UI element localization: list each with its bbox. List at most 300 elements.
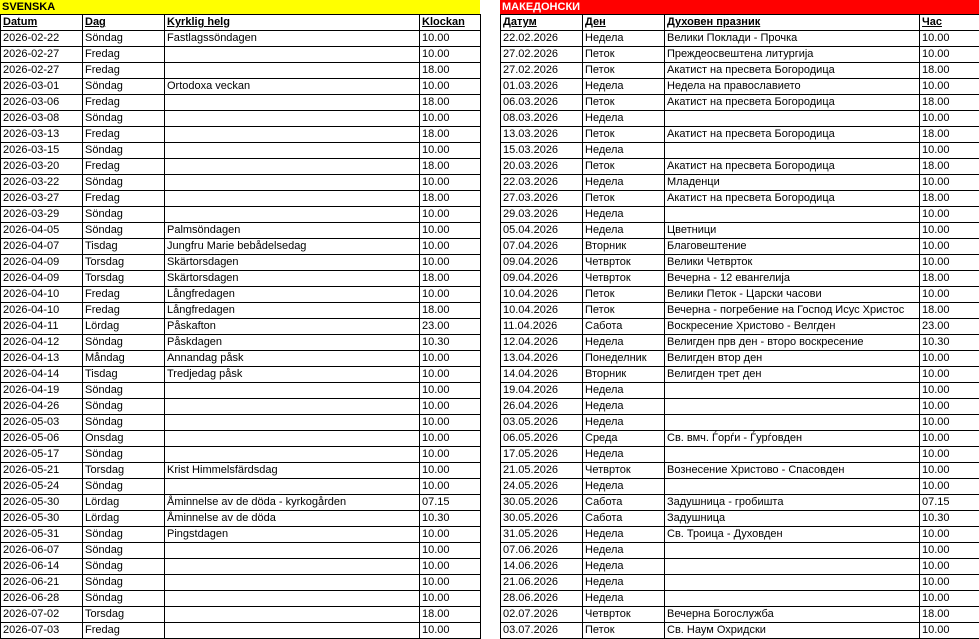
day-cell[interactable]: Fredag [83,287,165,303]
day-cell[interactable]: Недела [583,335,665,351]
date-cell[interactable]: 2026-04-13 [1,351,83,367]
time-cell[interactable]: 18.00 [920,191,979,207]
date-cell[interactable]: 2026-05-06 [1,431,83,447]
holiday-cell[interactable]: Påskafton [165,319,420,335]
holiday-cell[interactable]: Акатист на пресвета Богородица [665,127,920,143]
holiday-cell[interactable]: Ortodoxa veckan [165,79,420,95]
time-cell[interactable]: 10.00 [420,239,481,255]
date-cell[interactable]: 2026-04-10 [1,287,83,303]
time-cell[interactable]: 18.00 [920,303,979,319]
holiday-cell[interactable]: Tredjedag påsk [165,367,420,383]
date-cell[interactable]: 21.05.2026 [501,463,583,479]
holiday-cell[interactable] [165,607,420,623]
date-cell[interactable]: 2026-05-17 [1,447,83,463]
holiday-cell[interactable] [665,415,920,431]
date-cell[interactable]: 2026-03-06 [1,95,83,111]
date-cell[interactable]: 27.02.2026 [501,63,583,79]
time-cell[interactable]: 10.00 [420,223,481,239]
holiday-cell[interactable] [165,591,420,607]
time-cell[interactable]: 10.00 [420,111,481,127]
date-cell[interactable]: 2026-04-14 [1,367,83,383]
time-cell[interactable]: 10.00 [420,47,481,63]
holiday-cell[interactable] [665,479,920,495]
day-cell[interactable]: Сабота [583,319,665,335]
holiday-cell[interactable] [165,191,420,207]
time-cell[interactable]: 18.00 [920,127,979,143]
time-cell[interactable]: 10.00 [920,527,979,543]
day-cell[interactable]: Недела [583,479,665,495]
day-cell[interactable]: Недела [583,447,665,463]
holiday-cell[interactable]: Krist Himmelsfärdsdag [165,463,420,479]
holiday-cell[interactable]: Велики Петок - Царски часови [665,287,920,303]
holiday-cell[interactable] [165,559,420,575]
date-cell[interactable]: 17.05.2026 [501,447,583,463]
time-cell[interactable]: 10.00 [920,31,979,47]
date-cell[interactable]: 19.04.2026 [501,383,583,399]
day-cell[interactable]: Петок [583,95,665,111]
holiday-cell[interactable]: Акатист на пресвета Богородица [665,159,920,175]
holiday-cell[interactable]: Благовештение [665,239,920,255]
day-cell[interactable]: Lördag [83,495,165,511]
time-cell[interactable]: 10.00 [920,111,979,127]
time-cell[interactable]: 10.00 [920,415,979,431]
date-cell[interactable]: 2026-03-27 [1,191,83,207]
holiday-cell[interactable]: Fastlagssöndagen [165,31,420,47]
holiday-cell[interactable]: Вечерна - 12 евангелија [665,271,920,287]
holiday-cell[interactable] [165,47,420,63]
holiday-cell[interactable] [165,575,420,591]
time-cell[interactable]: 10.00 [420,543,481,559]
date-cell[interactable]: 2026-04-26 [1,399,83,415]
day-cell[interactable]: Недела [583,399,665,415]
day-cell[interactable]: Lördag [83,319,165,335]
column-header-klockan[interactable]: Klockan [420,15,481,31]
time-cell[interactable]: 10.00 [420,559,481,575]
time-cell[interactable]: 10.00 [920,239,979,255]
holiday-cell[interactable]: Велигден прв ден - второ воскресение [665,335,920,351]
holiday-cell[interactable] [665,559,920,575]
holiday-cell[interactable] [165,175,420,191]
holiday-cell[interactable] [165,95,420,111]
date-cell[interactable]: 2026-06-14 [1,559,83,575]
date-cell[interactable]: 28.06.2026 [501,591,583,607]
time-cell[interactable]: 07.15 [420,495,481,511]
time-cell[interactable]: 10.00 [920,591,979,607]
date-cell[interactable]: 06.03.2026 [501,95,583,111]
time-cell[interactable]: 10.00 [920,431,979,447]
day-cell[interactable]: Петок [583,191,665,207]
date-cell[interactable]: 2026-05-24 [1,479,83,495]
date-cell[interactable]: 09.04.2026 [501,255,583,271]
time-cell[interactable]: 10.00 [920,559,979,575]
time-cell[interactable]: 10.00 [420,591,481,607]
date-cell[interactable]: 2026-06-28 [1,591,83,607]
day-cell[interactable]: Среда [583,431,665,447]
day-cell[interactable]: Сабота [583,511,665,527]
time-cell[interactable]: 18.00 [420,159,481,175]
holiday-cell[interactable]: Акатист на пресвета Богородица [665,191,920,207]
day-cell[interactable]: Четврток [583,271,665,287]
holiday-cell[interactable] [665,399,920,415]
time-cell[interactable]: 10.00 [920,175,979,191]
date-cell[interactable]: 2026-06-21 [1,575,83,591]
holiday-cell[interactable]: Преждеосвештена литургија [665,47,920,63]
date-cell[interactable]: 15.03.2026 [501,143,583,159]
date-cell[interactable]: 13.04.2026 [501,351,583,367]
day-cell[interactable]: Lördag [83,511,165,527]
day-cell[interactable]: Söndag [83,415,165,431]
time-cell[interactable]: 10.00 [920,447,979,463]
holiday-cell[interactable] [165,127,420,143]
holiday-cell[interactable]: Воскресение Христово - Велгден [665,319,920,335]
date-cell[interactable]: 21.06.2026 [501,575,583,591]
holiday-cell[interactable]: Långfredagen [165,303,420,319]
holiday-cell[interactable]: Цветници [665,223,920,239]
date-cell[interactable]: 30.05.2026 [501,495,583,511]
date-cell[interactable]: 2026-04-05 [1,223,83,239]
time-cell[interactable]: 18.00 [420,63,481,79]
date-cell[interactable]: 2026-04-09 [1,271,83,287]
holiday-cell[interactable] [165,399,420,415]
holiday-cell[interactable]: Велики Четврток [665,255,920,271]
date-cell[interactable]: 2026-03-29 [1,207,83,223]
date-cell[interactable]: 14.04.2026 [501,367,583,383]
time-cell[interactable]: 10.00 [420,399,481,415]
day-cell[interactable]: Söndag [83,31,165,47]
holiday-cell[interactable] [665,207,920,223]
time-cell[interactable]: 10.00 [920,207,979,223]
date-cell[interactable]: 2026-03-13 [1,127,83,143]
time-cell[interactable]: 10.00 [920,543,979,559]
date-cell[interactable]: 13.03.2026 [501,127,583,143]
holiday-cell[interactable]: Св. вмч. Ѓорѓи - Ѓурѓовден [665,431,920,447]
time-cell[interactable]: 10.00 [920,143,979,159]
holiday-cell[interactable] [165,415,420,431]
time-cell[interactable]: 10.00 [420,463,481,479]
day-cell[interactable]: Петок [583,47,665,63]
time-cell[interactable]: 10.00 [420,79,481,95]
day-cell[interactable]: Сабота [583,495,665,511]
day-cell[interactable]: Недела [583,31,665,47]
time-cell[interactable]: 18.00 [420,95,481,111]
time-cell[interactable]: 10.30 [420,511,481,527]
time-cell[interactable]: 10.00 [420,207,481,223]
holiday-cell[interactable] [165,623,420,639]
time-cell[interactable]: 18.00 [420,127,481,143]
day-cell[interactable]: Fredag [83,127,165,143]
date-cell[interactable]: 2026-04-19 [1,383,83,399]
day-cell[interactable]: Söndag [83,223,165,239]
day-cell[interactable]: Петок [583,63,665,79]
day-cell[interactable]: Tisdag [83,239,165,255]
date-cell[interactable]: 2026-03-08 [1,111,83,127]
time-cell[interactable]: 10.00 [420,575,481,591]
time-cell[interactable]: 10.00 [420,623,481,639]
time-cell[interactable]: 10.00 [920,623,979,639]
holiday-cell[interactable]: Åminnelse av de döda [165,511,420,527]
holiday-cell[interactable] [165,383,420,399]
day-cell[interactable]: Недела [583,543,665,559]
day-cell[interactable]: Söndag [83,479,165,495]
date-cell[interactable]: 2026-04-10 [1,303,83,319]
holiday-cell[interactable] [665,591,920,607]
holiday-cell[interactable]: Annandag påsk [165,351,420,367]
day-cell[interactable]: Fredag [83,623,165,639]
day-cell[interactable]: Недела [583,207,665,223]
day-cell[interactable]: Четврток [583,607,665,623]
holiday-cell[interactable] [665,111,920,127]
day-cell[interactable]: Вторник [583,239,665,255]
date-cell[interactable]: 2026-04-11 [1,319,83,335]
day-cell[interactable]: Недела [583,223,665,239]
time-cell[interactable]: 10.00 [420,527,481,543]
time-cell[interactable]: 18.00 [920,271,979,287]
date-cell[interactable]: 03.07.2026 [501,623,583,639]
holiday-cell[interactable]: Акатист на пресвета Богородица [665,95,920,111]
day-cell[interactable]: Söndag [83,543,165,559]
date-cell[interactable]: 11.04.2026 [501,319,583,335]
holiday-cell[interactable]: Св. Наум Охридски [665,623,920,639]
day-cell[interactable]: Söndag [83,399,165,415]
date-cell[interactable]: 2026-04-07 [1,239,83,255]
day-cell[interactable]: Tisdag [83,367,165,383]
date-cell[interactable]: 12.04.2026 [501,335,583,351]
day-cell[interactable]: Петок [583,623,665,639]
day-cell[interactable]: Fredag [83,191,165,207]
holiday-cell[interactable]: Акатист на пресвета Богородица [665,63,920,79]
day-cell[interactable]: Söndag [83,383,165,399]
date-cell[interactable]: 2026-03-22 [1,175,83,191]
day-cell[interactable]: Söndag [83,111,165,127]
time-cell[interactable]: 10.00 [420,367,481,383]
day-cell[interactable]: Söndag [83,335,165,351]
date-cell[interactable]: 2026-03-15 [1,143,83,159]
time-cell[interactable]: 10.00 [920,383,979,399]
time-cell[interactable]: 10.00 [420,415,481,431]
day-cell[interactable]: Söndag [83,175,165,191]
time-cell[interactable]: 10.00 [920,575,979,591]
holiday-cell[interactable]: Skärtorsdagen [165,271,420,287]
date-cell[interactable]: 06.05.2026 [501,431,583,447]
column-header-duhoven-praznik[interactable]: Духовен празник [665,15,920,31]
day-cell[interactable]: Петок [583,127,665,143]
day-cell[interactable]: Torsdag [83,463,165,479]
day-cell[interactable]: Недела [583,559,665,575]
date-cell[interactable]: 2026-05-30 [1,495,83,511]
day-cell[interactable]: Söndag [83,591,165,607]
time-cell[interactable]: 10.30 [420,335,481,351]
time-cell[interactable]: 18.00 [920,607,979,623]
time-cell[interactable]: 23.00 [920,319,979,335]
date-cell[interactable]: 22.02.2026 [501,31,583,47]
time-cell[interactable]: 10.00 [920,351,979,367]
holiday-cell[interactable] [165,143,420,159]
date-cell[interactable]: 14.06.2026 [501,559,583,575]
day-cell[interactable]: Måndag [83,351,165,367]
holiday-cell[interactable]: Велики Поклади - Прочка [665,31,920,47]
time-cell[interactable]: 10.00 [420,175,481,191]
holiday-cell[interactable]: Påskdagen [165,335,420,351]
date-cell[interactable]: 2026-07-03 [1,623,83,639]
date-cell[interactable]: 2026-05-21 [1,463,83,479]
holiday-cell[interactable] [665,447,920,463]
date-cell[interactable]: 2026-02-27 [1,63,83,79]
day-cell[interactable]: Недела [583,415,665,431]
holiday-cell[interactable] [165,431,420,447]
holiday-cell[interactable]: Palmsöndagen [165,223,420,239]
date-cell[interactable]: 2026-02-22 [1,31,83,47]
holiday-cell[interactable]: Вознесение Христово - Спасовден [665,463,920,479]
date-cell[interactable]: 02.07.2026 [501,607,583,623]
day-cell[interactable]: Torsdag [83,271,165,287]
holiday-cell[interactable] [165,159,420,175]
time-cell[interactable]: 10.00 [920,223,979,239]
day-cell[interactable]: Недела [583,111,665,127]
day-cell[interactable]: Söndag [83,559,165,575]
day-cell[interactable]: Понеделник [583,351,665,367]
column-header-chas[interactable]: Час [920,15,979,31]
day-cell[interactable]: Söndag [83,527,165,543]
time-cell[interactable]: 10.30 [920,335,979,351]
holiday-cell[interactable]: Вечерна Богослужба [665,607,920,623]
time-cell[interactable]: 18.00 [420,607,481,623]
time-cell[interactable]: 10.00 [420,287,481,303]
time-cell[interactable]: 23.00 [420,319,481,335]
time-cell[interactable]: 18.00 [420,271,481,287]
day-cell[interactable]: Torsdag [83,255,165,271]
day-cell[interactable]: Недела [583,175,665,191]
holiday-cell[interactable] [165,207,420,223]
column-header-kyrklig-helg[interactable]: Kyrklig helg [165,15,420,31]
time-cell[interactable]: 18.00 [920,159,979,175]
time-cell[interactable]: 18.00 [420,303,481,319]
day-cell[interactable]: Fredag [83,63,165,79]
holiday-cell[interactable]: Недела на православието [665,79,920,95]
date-cell[interactable]: 07.06.2026 [501,543,583,559]
holiday-cell[interactable] [665,383,920,399]
day-cell[interactable]: Недела [583,591,665,607]
date-cell[interactable]: 03.05.2026 [501,415,583,431]
date-cell[interactable]: 2026-03-01 [1,79,83,95]
time-cell[interactable]: 10.00 [420,351,481,367]
holiday-cell[interactable]: Младенци [665,175,920,191]
day-cell[interactable]: Söndag [83,575,165,591]
holiday-cell[interactable]: Åminnelse av de döda - kyrkogården [165,495,420,511]
time-cell[interactable]: 10.00 [420,255,481,271]
day-cell[interactable]: Недела [583,143,665,159]
day-cell[interactable]: Onsdag [83,431,165,447]
date-cell[interactable]: 24.05.2026 [501,479,583,495]
day-cell[interactable]: Недела [583,575,665,591]
day-cell[interactable]: Fredag [83,47,165,63]
time-cell[interactable]: 10.00 [420,447,481,463]
time-cell[interactable]: 18.00 [920,95,979,111]
time-cell[interactable]: 10.30 [920,511,979,527]
time-cell[interactable]: 10.00 [920,79,979,95]
date-cell[interactable]: 2026-02-27 [1,47,83,63]
holiday-cell[interactable]: Jungfru Marie bebådelsedag [165,239,420,255]
holiday-cell[interactable] [165,447,420,463]
date-cell[interactable]: 10.04.2026 [501,287,583,303]
time-cell[interactable]: 18.00 [920,63,979,79]
day-cell[interactable]: Fredag [83,159,165,175]
time-cell[interactable]: 10.00 [920,255,979,271]
holiday-cell[interactable]: Св. Троица - Духовден [665,527,920,543]
date-cell[interactable]: 30.05.2026 [501,511,583,527]
time-cell[interactable]: 10.00 [420,431,481,447]
date-cell[interactable]: 20.03.2026 [501,159,583,175]
day-cell[interactable]: Недела [583,79,665,95]
column-header-datum[interactable]: Datum [1,15,83,31]
date-cell[interactable]: 27.03.2026 [501,191,583,207]
day-cell[interactable]: Недела [583,383,665,399]
time-cell[interactable]: 07.15 [920,495,979,511]
date-cell[interactable]: 09.04.2026 [501,271,583,287]
date-cell[interactable]: 2026-04-09 [1,255,83,271]
holiday-cell[interactable] [165,111,420,127]
date-cell[interactable]: 2026-05-03 [1,415,83,431]
holiday-cell[interactable] [165,63,420,79]
day-cell[interactable]: Четврток [583,463,665,479]
holiday-cell[interactable]: Велигден трет ден [665,367,920,383]
holiday-cell[interactable] [665,543,920,559]
date-cell[interactable]: 07.04.2026 [501,239,583,255]
date-cell[interactable]: 2026-05-31 [1,527,83,543]
day-cell[interactable]: Петок [583,159,665,175]
day-cell[interactable]: Söndag [83,207,165,223]
holiday-cell[interactable] [665,575,920,591]
date-cell[interactable]: 31.05.2026 [501,527,583,543]
day-cell[interactable]: Söndag [83,143,165,159]
date-cell[interactable]: 2026-05-30 [1,511,83,527]
time-cell[interactable]: 10.00 [920,367,979,383]
date-cell[interactable]: 22.03.2026 [501,175,583,191]
holiday-cell[interactable]: Задушница - гробишта [665,495,920,511]
day-cell[interactable]: Вторник [583,367,665,383]
date-cell[interactable]: 10.04.2026 [501,303,583,319]
day-cell[interactable]: Söndag [83,79,165,95]
holiday-cell[interactable]: Велигден втор ден [665,351,920,367]
column-header-datum-mk[interactable]: Датум [501,15,583,31]
time-cell[interactable]: 10.00 [920,287,979,303]
holiday-cell[interactable]: Pingstdagen [165,527,420,543]
day-cell[interactable]: Четврток [583,255,665,271]
date-cell[interactable]: 05.04.2026 [501,223,583,239]
date-cell[interactable]: 2026-04-12 [1,335,83,351]
date-cell[interactable]: 27.02.2026 [501,47,583,63]
date-cell[interactable]: 26.04.2026 [501,399,583,415]
day-cell[interactable]: Недела [583,527,665,543]
date-cell[interactable]: 2026-03-20 [1,159,83,175]
day-cell[interactable]: Петок [583,303,665,319]
column-header-dag[interactable]: Dag [83,15,165,31]
holiday-cell[interactable] [165,479,420,495]
time-cell[interactable]: 10.00 [920,47,979,63]
time-cell[interactable]: 10.00 [920,479,979,495]
date-cell[interactable]: 2026-07-02 [1,607,83,623]
day-cell[interactable]: Петок [583,287,665,303]
time-cell[interactable]: 10.00 [420,479,481,495]
column-header-den[interactable]: Ден [583,15,665,31]
holiday-cell[interactable] [665,143,920,159]
day-cell[interactable]: Fredag [83,303,165,319]
time-cell[interactable]: 18.00 [420,191,481,207]
time-cell[interactable]: 10.00 [420,31,481,47]
date-cell[interactable]: 29.03.2026 [501,207,583,223]
date-cell[interactable]: 08.03.2026 [501,111,583,127]
day-cell[interactable]: Torsdag [83,607,165,623]
time-cell[interactable]: 10.00 [420,143,481,159]
